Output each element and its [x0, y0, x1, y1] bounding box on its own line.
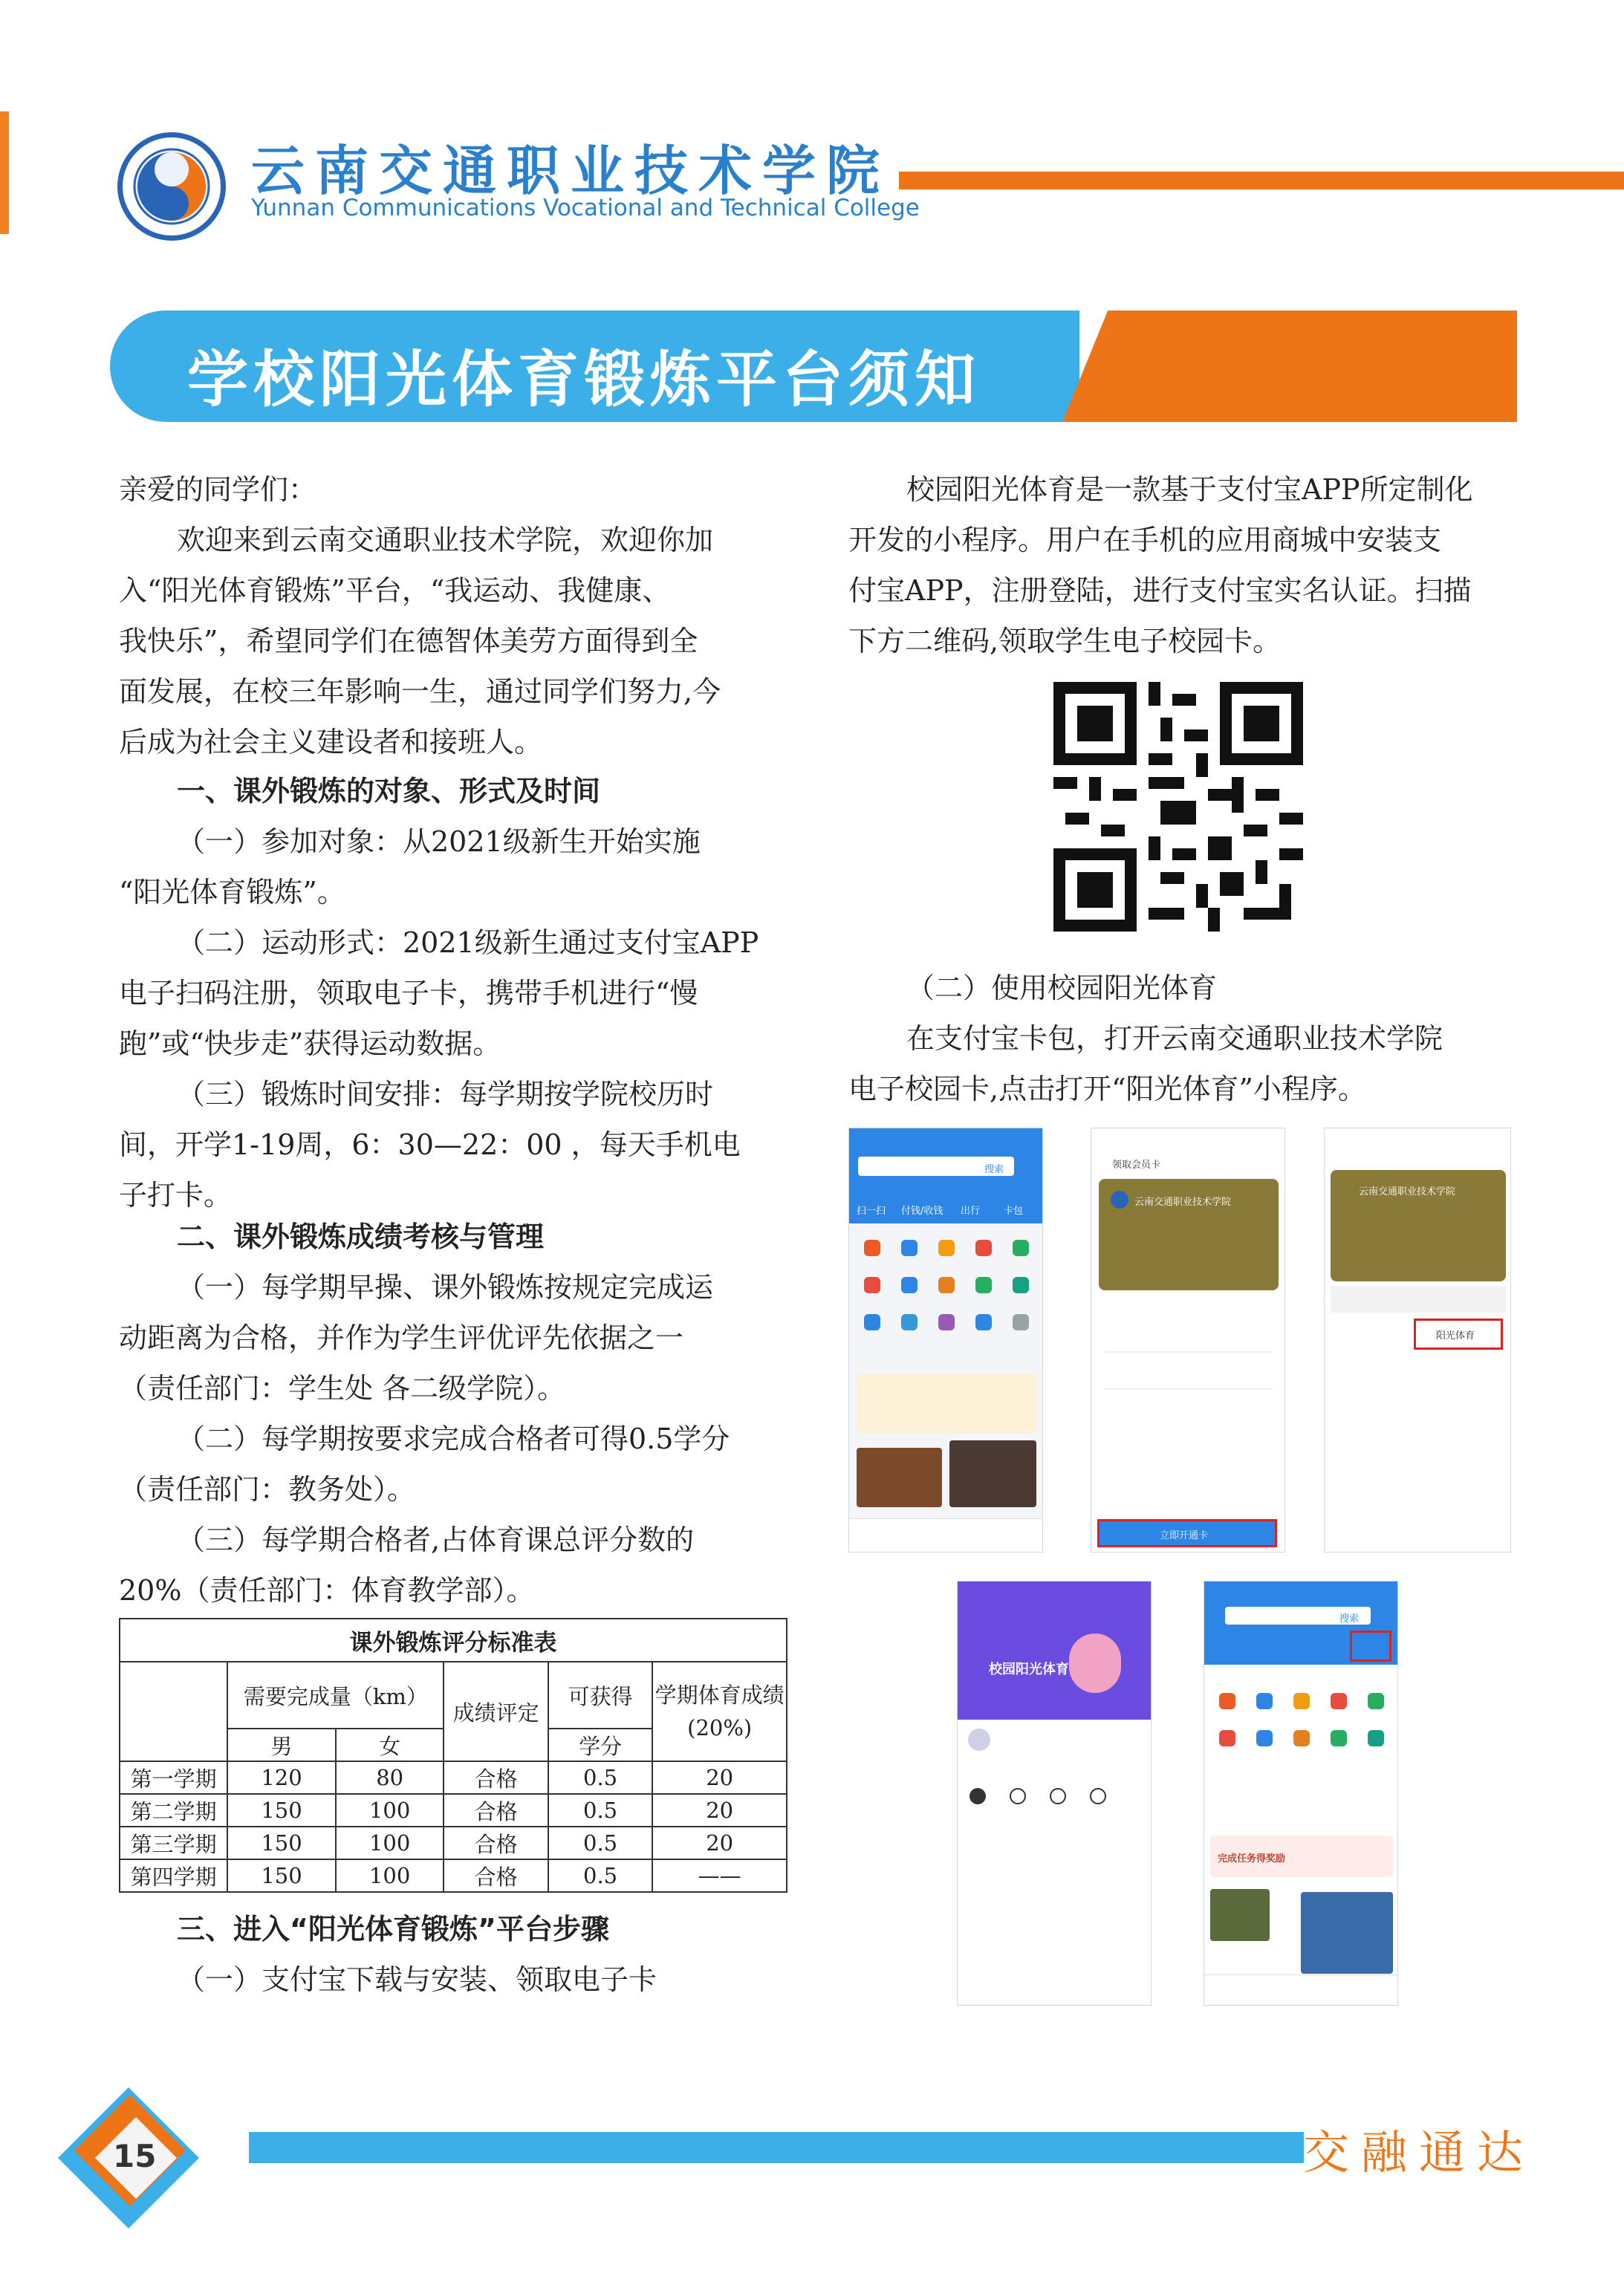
- table-cell-term: 第一学期: [120, 1761, 227, 1794]
- usage-paragraph-line: 在支付宝卡包，打开云南交通职业技术学院: [906, 1022, 1443, 1055]
- section-2-heading: 二、课外锻炼成绩考核与管理: [177, 1220, 545, 1253]
- shot5-image: [1301, 1892, 1393, 1974]
- app-icon: [1013, 1240, 1029, 1256]
- intro-paragraph-line: 校园阳光体育是一款基于支付宝APP所定制化: [906, 473, 1473, 506]
- table-header-obtain: 可获得: [548, 1662, 653, 1729]
- app-icon: [975, 1277, 992, 1293]
- table-header-female: 女: [336, 1729, 444, 1761]
- shot1-search-label: 搜索: [984, 1164, 1004, 1175]
- section-1-heading: 一、课外锻炼的对象、形式及时间: [177, 775, 601, 807]
- shot1-scan: 扫一扫: [857, 1206, 886, 1217]
- college-name-cn: 云南交通职业技术学院: [251, 139, 891, 202]
- shot3-school-name: 云南交通职业技术学院: [1359, 1186, 1456, 1197]
- shot1-food-image: [949, 1440, 1036, 1507]
- section-1-line: （三）锻炼时间安排：每学期按学院校历时: [177, 1078, 714, 1111]
- shot5-tabbar: [1204, 1974, 1398, 2005]
- section-1-line: 间，开学1-19周，6：30—22：00 ，每天手机电: [119, 1128, 741, 1161]
- page-title: 学校阳光体育锻炼平台须知: [187, 345, 981, 415]
- shot1-tabbar: [849, 1518, 1043, 1552]
- table-cell-female: 100: [336, 1859, 444, 1892]
- app-icon: [938, 1277, 955, 1293]
- table-cell-credit: 0.5: [548, 1761, 653, 1794]
- section-1-line: 跑”或“快步走”获得运动数据。: [119, 1027, 501, 1060]
- shot2-title: 领取会员卡: [1112, 1160, 1161, 1171]
- subsection-2-heading: （二）使用校园阳光体育: [906, 972, 1218, 1004]
- shot2-school-name: 云南交通职业技术学院: [1134, 1197, 1232, 1208]
- college-name-en: Yunnan Communications Vocational and Technical College: [251, 195, 920, 221]
- app-icon: [1331, 1693, 1347, 1709]
- shot3-sunny-label: 阳光体育: [1436, 1330, 1475, 1342]
- app-icon: [1013, 1277, 1029, 1293]
- app-icon: [1331, 1730, 1347, 1746]
- shot5-task-label: 完成任务得奖励: [1218, 1853, 1286, 1865]
- header-orange-bar: [899, 172, 1624, 189]
- intro-line: 欢迎来到云南交通职业技术学院，欢迎你加: [177, 524, 714, 556]
- shot5-image: [1210, 1889, 1270, 1941]
- shot4-panel: [958, 1720, 1152, 2006]
- table-cell-term: 第二学期: [120, 1794, 227, 1827]
- table-cell-rating: 合格: [444, 1761, 548, 1794]
- compass-icon: [1050, 1788, 1066, 1804]
- qr-code: [1053, 682, 1303, 932]
- table-cell-female: 100: [336, 1827, 444, 1859]
- table-cell-credit: 0.5: [548, 1794, 653, 1827]
- table-cell-male: 150: [227, 1794, 336, 1827]
- greeting: 亲爱的同学们：: [119, 473, 317, 506]
- intro-paragraph-line: 下方二维码,领取学生电子校园卡。: [848, 625, 1282, 657]
- table-cell-term: 第三学期: [120, 1827, 227, 1859]
- shot2-school-logo: [1111, 1191, 1128, 1209]
- footer-slogan: 交融通达: [1303, 2125, 1536, 2179]
- qr-code-icon: [1053, 682, 1303, 932]
- app-icon: [901, 1240, 917, 1256]
- section-1-line: 子打卡。: [119, 1179, 233, 1212]
- table-header-required: 需要完成量（km）: [227, 1662, 444, 1729]
- table-cell-rating: 合格: [444, 1859, 548, 1892]
- logo-emblem-icon: [123, 137, 221, 235]
- screenshot-alipay-home: [848, 1128, 1043, 1553]
- shot3-tab-row: [1331, 1286, 1506, 1313]
- app-icon: [1368, 1693, 1384, 1709]
- college-logo: [117, 132, 226, 241]
- screenshot-sunny-sports-app: [957, 1581, 1152, 2006]
- intro-paragraph-line: 开发的小程序。用户在手机的应用商城中安装支: [848, 524, 1442, 556]
- table-cell-grade: 20: [652, 1794, 787, 1827]
- section-2-line: （二）每学期按要求完成合格者可得0.5学分: [177, 1423, 730, 1455]
- table-cell-term: 第四学期: [120, 1859, 227, 1892]
- shot5-card-tab-highlight: [1350, 1631, 1391, 1662]
- shot2-divider: [1105, 1351, 1273, 1353]
- run-icon: [969, 1788, 986, 1804]
- intro-paragraph-line: 付宝APP，注册登陆，进行支付宝实名认证。扫描: [848, 574, 1472, 607]
- table-cell-grade: 20: [652, 1827, 787, 1859]
- table-cell-grade: 20: [652, 1761, 787, 1794]
- section-2-line: （责任部门：教务处）。: [119, 1473, 416, 1506]
- shot2-button-label: 立即开通卡: [1160, 1530, 1209, 1541]
- left-accent-bar: [0, 111, 9, 234]
- table-header-grade: 学期体育成绩(20%): [652, 1662, 787, 1761]
- app-icon: [1368, 1730, 1384, 1746]
- section-1-line: （一）参加对象：从2021级新生开始实施: [177, 825, 701, 858]
- intro-line: 入“阳光体育锻炼”平台，“我运动、我健康、: [119, 574, 671, 607]
- table-cell-male: 150: [227, 1859, 336, 1892]
- intro-line: 面发展，在校三年影响一生，通过同学们努力,今: [119, 675, 721, 708]
- score-table: [119, 1618, 787, 1893]
- clock-icon: [1090, 1788, 1106, 1804]
- table-row: [120, 1859, 787, 1892]
- app-icon: [1013, 1314, 1029, 1330]
- shot4-mascot: [1069, 1634, 1121, 1693]
- shot1-card: 卡包: [1004, 1206, 1024, 1217]
- section-1-line: “阳光体育锻炼”。: [119, 876, 345, 908]
- table-cell-rating: 合格: [444, 1794, 548, 1827]
- shot4-avatar: [968, 1729, 990, 1751]
- app-icon: [1219, 1730, 1235, 1746]
- section-2-line: 20%（责任部门：体育教学部）。: [119, 1574, 535, 1607]
- usage-paragraph-line: 电子校园卡,点击打开“阳光体育”小程序。: [848, 1073, 1366, 1105]
- screenshot-alipay-card-tab: [1204, 1581, 1398, 2006]
- screenshot-card-claim: [1091, 1128, 1285, 1553]
- section-3-line: （一）支付宝下载与安装、领取电子卡: [177, 1963, 657, 1996]
- trophy-icon: [1010, 1788, 1026, 1804]
- shot1-pay: 付钱/收钱: [901, 1206, 943, 1217]
- section-3-heading: 三、进入“阳光体育锻炼”平台步骤: [177, 1913, 609, 1945]
- shot5-search-label: 搜索: [1339, 1613, 1360, 1625]
- shot1-promo-card: [857, 1374, 1036, 1433]
- page-number: 15: [113, 2138, 157, 2174]
- table-row: [120, 1827, 787, 1859]
- screenshot-campus-card: [1324, 1128, 1511, 1553]
- app-icon: [938, 1240, 955, 1256]
- table-cell-female: 80: [336, 1761, 444, 1794]
- section-2-line: （责任部门：学生处 各二级学院）。: [119, 1372, 566, 1405]
- section-2-line: （一）每学期早操、课外锻炼按规定完成运: [177, 1271, 714, 1304]
- table-header-rating: 成绩评定: [444, 1662, 548, 1761]
- app-icon: [901, 1314, 917, 1330]
- table-cell-rating: 合格: [444, 1827, 548, 1859]
- app-icon: [938, 1314, 955, 1330]
- table-cell-male: 150: [227, 1827, 336, 1859]
- table-cell-credit: 0.5: [548, 1859, 653, 1892]
- intro-line: 我快乐”，希望同学们在德智体美劳方面得到全: [119, 625, 698, 657]
- table-header-empty: [120, 1662, 227, 1761]
- section-2-line: （三）每学期合格者,占体育课总评分数的: [177, 1524, 695, 1556]
- app-icon: [1256, 1730, 1273, 1746]
- app-icon: [1293, 1730, 1310, 1746]
- table-header-male: 男: [227, 1729, 336, 1761]
- table-cell-female: 100: [336, 1794, 444, 1827]
- footer-blue-bar: [249, 2132, 1304, 2163]
- app-icon: [864, 1240, 880, 1256]
- table-header-credit: 学分: [548, 1729, 653, 1761]
- table-row: [120, 1794, 787, 1827]
- app-icon: [1219, 1693, 1235, 1709]
- app-icon: [1256, 1693, 1273, 1709]
- table-caption: 课外锻炼评分标准表: [120, 1619, 787, 1662]
- app-icon: [864, 1314, 880, 1330]
- app-icon: [864, 1277, 880, 1293]
- app-icon: [901, 1277, 917, 1293]
- shot1-food-image: [857, 1448, 942, 1507]
- table-cell-grade: ——: [652, 1859, 787, 1892]
- table-cell-male: 120: [227, 1761, 336, 1794]
- title-banner-orange: [1062, 311, 1517, 422]
- table-row: [120, 1761, 787, 1794]
- app-icon: [1293, 1693, 1310, 1709]
- shot2-divider: [1105, 1388, 1273, 1390]
- table-cell-credit: 0.5: [548, 1827, 653, 1859]
- section-2-line: 动距离为合格，并作为学生评优评先依据之一: [119, 1322, 684, 1354]
- section-1-line: 电子扫码注册，领取电子卡，携带手机进行“慢: [119, 977, 698, 1010]
- app-icon: [975, 1240, 992, 1256]
- shot4-title: 校园阳光体育: [989, 1662, 1069, 1677]
- intro-line: 后成为社会主义建设者和接班人。: [119, 726, 543, 758]
- app-icon: [975, 1314, 992, 1330]
- section-1-line: （二）运动形式：2021级新生通过支付宝APP: [177, 926, 759, 959]
- shot1-trip: 出行: [961, 1206, 981, 1217]
